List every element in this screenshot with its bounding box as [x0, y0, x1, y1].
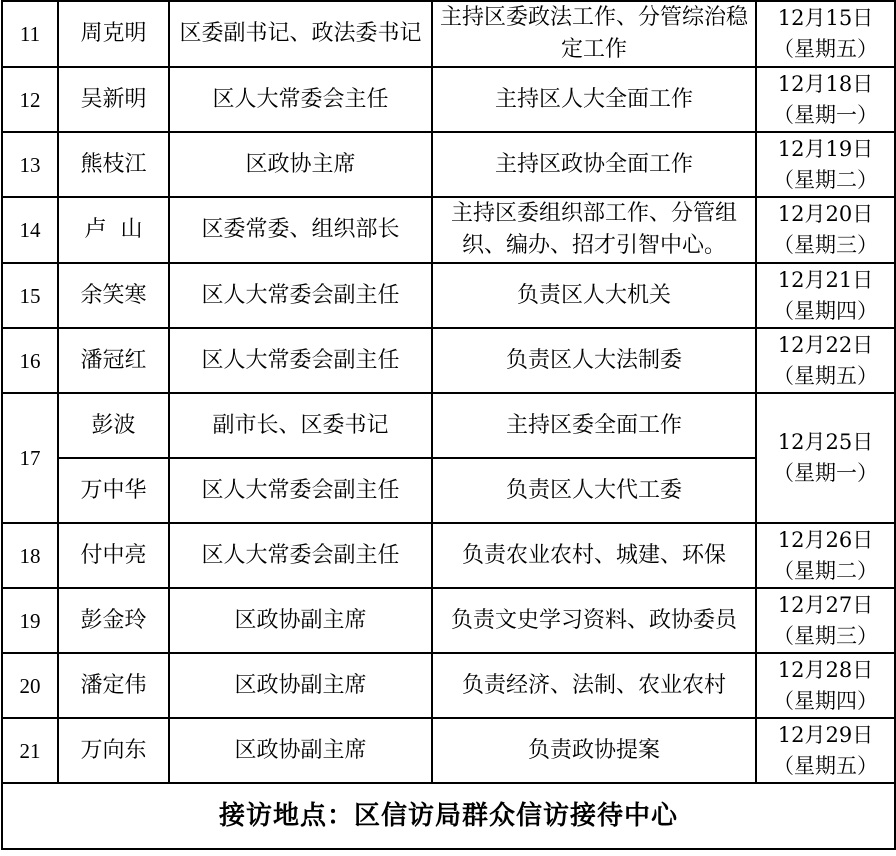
leader-position: 区委常委、组织部长: [169, 197, 432, 263]
row-number: 20: [2, 653, 58, 718]
leader-duty: 主持区政协全面工作: [432, 132, 756, 197]
leader-name: 彭金玲: [58, 588, 169, 653]
row-number: 13: [2, 132, 58, 197]
leader-duty: 主持区人大全面工作: [432, 67, 756, 132]
table-row: [2, 328, 895, 393]
leader-name: 熊枝江: [58, 132, 169, 197]
table-row: [2, 67, 895, 132]
leader-position: 区政协副主席: [169, 588, 432, 653]
table-row: [2, 653, 895, 718]
row-number: 11: [2, 1, 58, 67]
leader-duty: 负责区人大法制委: [432, 328, 756, 393]
leader-name: 付中亮: [58, 523, 169, 588]
leader-duty: 主持区委政法工作、分管综治稳定工作: [432, 1, 756, 67]
table-row: [2, 523, 895, 588]
leader-name: 卢 山: [58, 197, 169, 263]
leader-position: 区人大常委会副主任: [169, 458, 432, 523]
reception-schedule-table: [1, 0, 896, 850]
leader-position: 区人大常委会副主任: [169, 328, 432, 393]
leader-name: 吴新明: [58, 67, 169, 132]
leader-position: 区委副书记、政法委书记: [169, 1, 432, 67]
leader-duty: 负责文史学习资料、政协委员: [432, 588, 756, 653]
reception-date: 12月20日 （星期三）: [756, 197, 895, 263]
reception-date: 12月27日 （星期三）: [756, 588, 895, 653]
reception-date: 12月28日 （星期四）: [756, 653, 895, 718]
leader-position: 副市长、区委书记: [169, 393, 432, 458]
row-number: 16: [2, 328, 58, 393]
table-row: [2, 263, 895, 328]
row-number: 14: [2, 197, 58, 263]
leader-position: 区人大常委会副主任: [169, 263, 432, 328]
leader-duty: 负责经济、法制、农业农村: [432, 653, 756, 718]
table-row: [2, 393, 895, 458]
leader-duty: 负责农业农村、城建、环保: [432, 523, 756, 588]
leader-name: 余笑寒: [58, 263, 169, 328]
leader-name: 万向东: [58, 718, 169, 783]
leader-position: 区政协副主席: [169, 653, 432, 718]
table-row: [2, 197, 895, 263]
leader-name: 周克明: [58, 1, 169, 67]
row-number: 18: [2, 523, 58, 588]
leader-duty: 主持区委全面工作: [432, 393, 756, 458]
leader-duty: 负责区人大代工委: [432, 458, 756, 523]
leader-position: 区人大常委会主任: [169, 67, 432, 132]
row-number: 12: [2, 67, 58, 132]
reception-date: 12月18日 （星期一）: [756, 67, 895, 132]
reception-date: 12月22日 （星期五）: [756, 328, 895, 393]
row-number: 15: [2, 263, 58, 328]
reception-date: 12月21日 （星期四）: [756, 263, 895, 328]
leader-position: 区人大常委会副主任: [169, 523, 432, 588]
leader-name: 潘定伟: [58, 653, 169, 718]
leader-name: 彭波: [58, 393, 169, 458]
table-row: [2, 132, 895, 197]
leader-position: 区政协副主席: [169, 718, 432, 783]
reception-date: 12月25日 （星期一）: [756, 393, 895, 523]
table-row: [2, 1, 895, 67]
leader-duty: 负责区人大机关: [432, 263, 756, 328]
leader-name: 万中华: [58, 458, 169, 523]
row-number: 17: [2, 393, 58, 523]
row-number: 19: [2, 588, 58, 653]
row-number: 21: [2, 718, 58, 783]
reception-location: 接访地点：区信访局群众信访接待中心: [2, 783, 895, 849]
table-footer-row: [2, 783, 895, 849]
reception-date: 12月29日 （星期五）: [756, 718, 895, 783]
reception-date: 12月19日 （星期二）: [756, 132, 895, 197]
table-row: [2, 718, 895, 783]
table-row: [2, 588, 895, 653]
leader-duty: 负责政协提案: [432, 718, 756, 783]
reception-date: 12月15日 （星期五）: [756, 1, 895, 67]
leader-position: 区政协主席: [169, 132, 432, 197]
leader-name: 潘冠红: [58, 328, 169, 393]
reception-date: 12月26日 （星期二）: [756, 523, 895, 588]
leader-duty: 主持区委组织部工作、分管组织、编办、招才引智中心。: [432, 197, 756, 263]
